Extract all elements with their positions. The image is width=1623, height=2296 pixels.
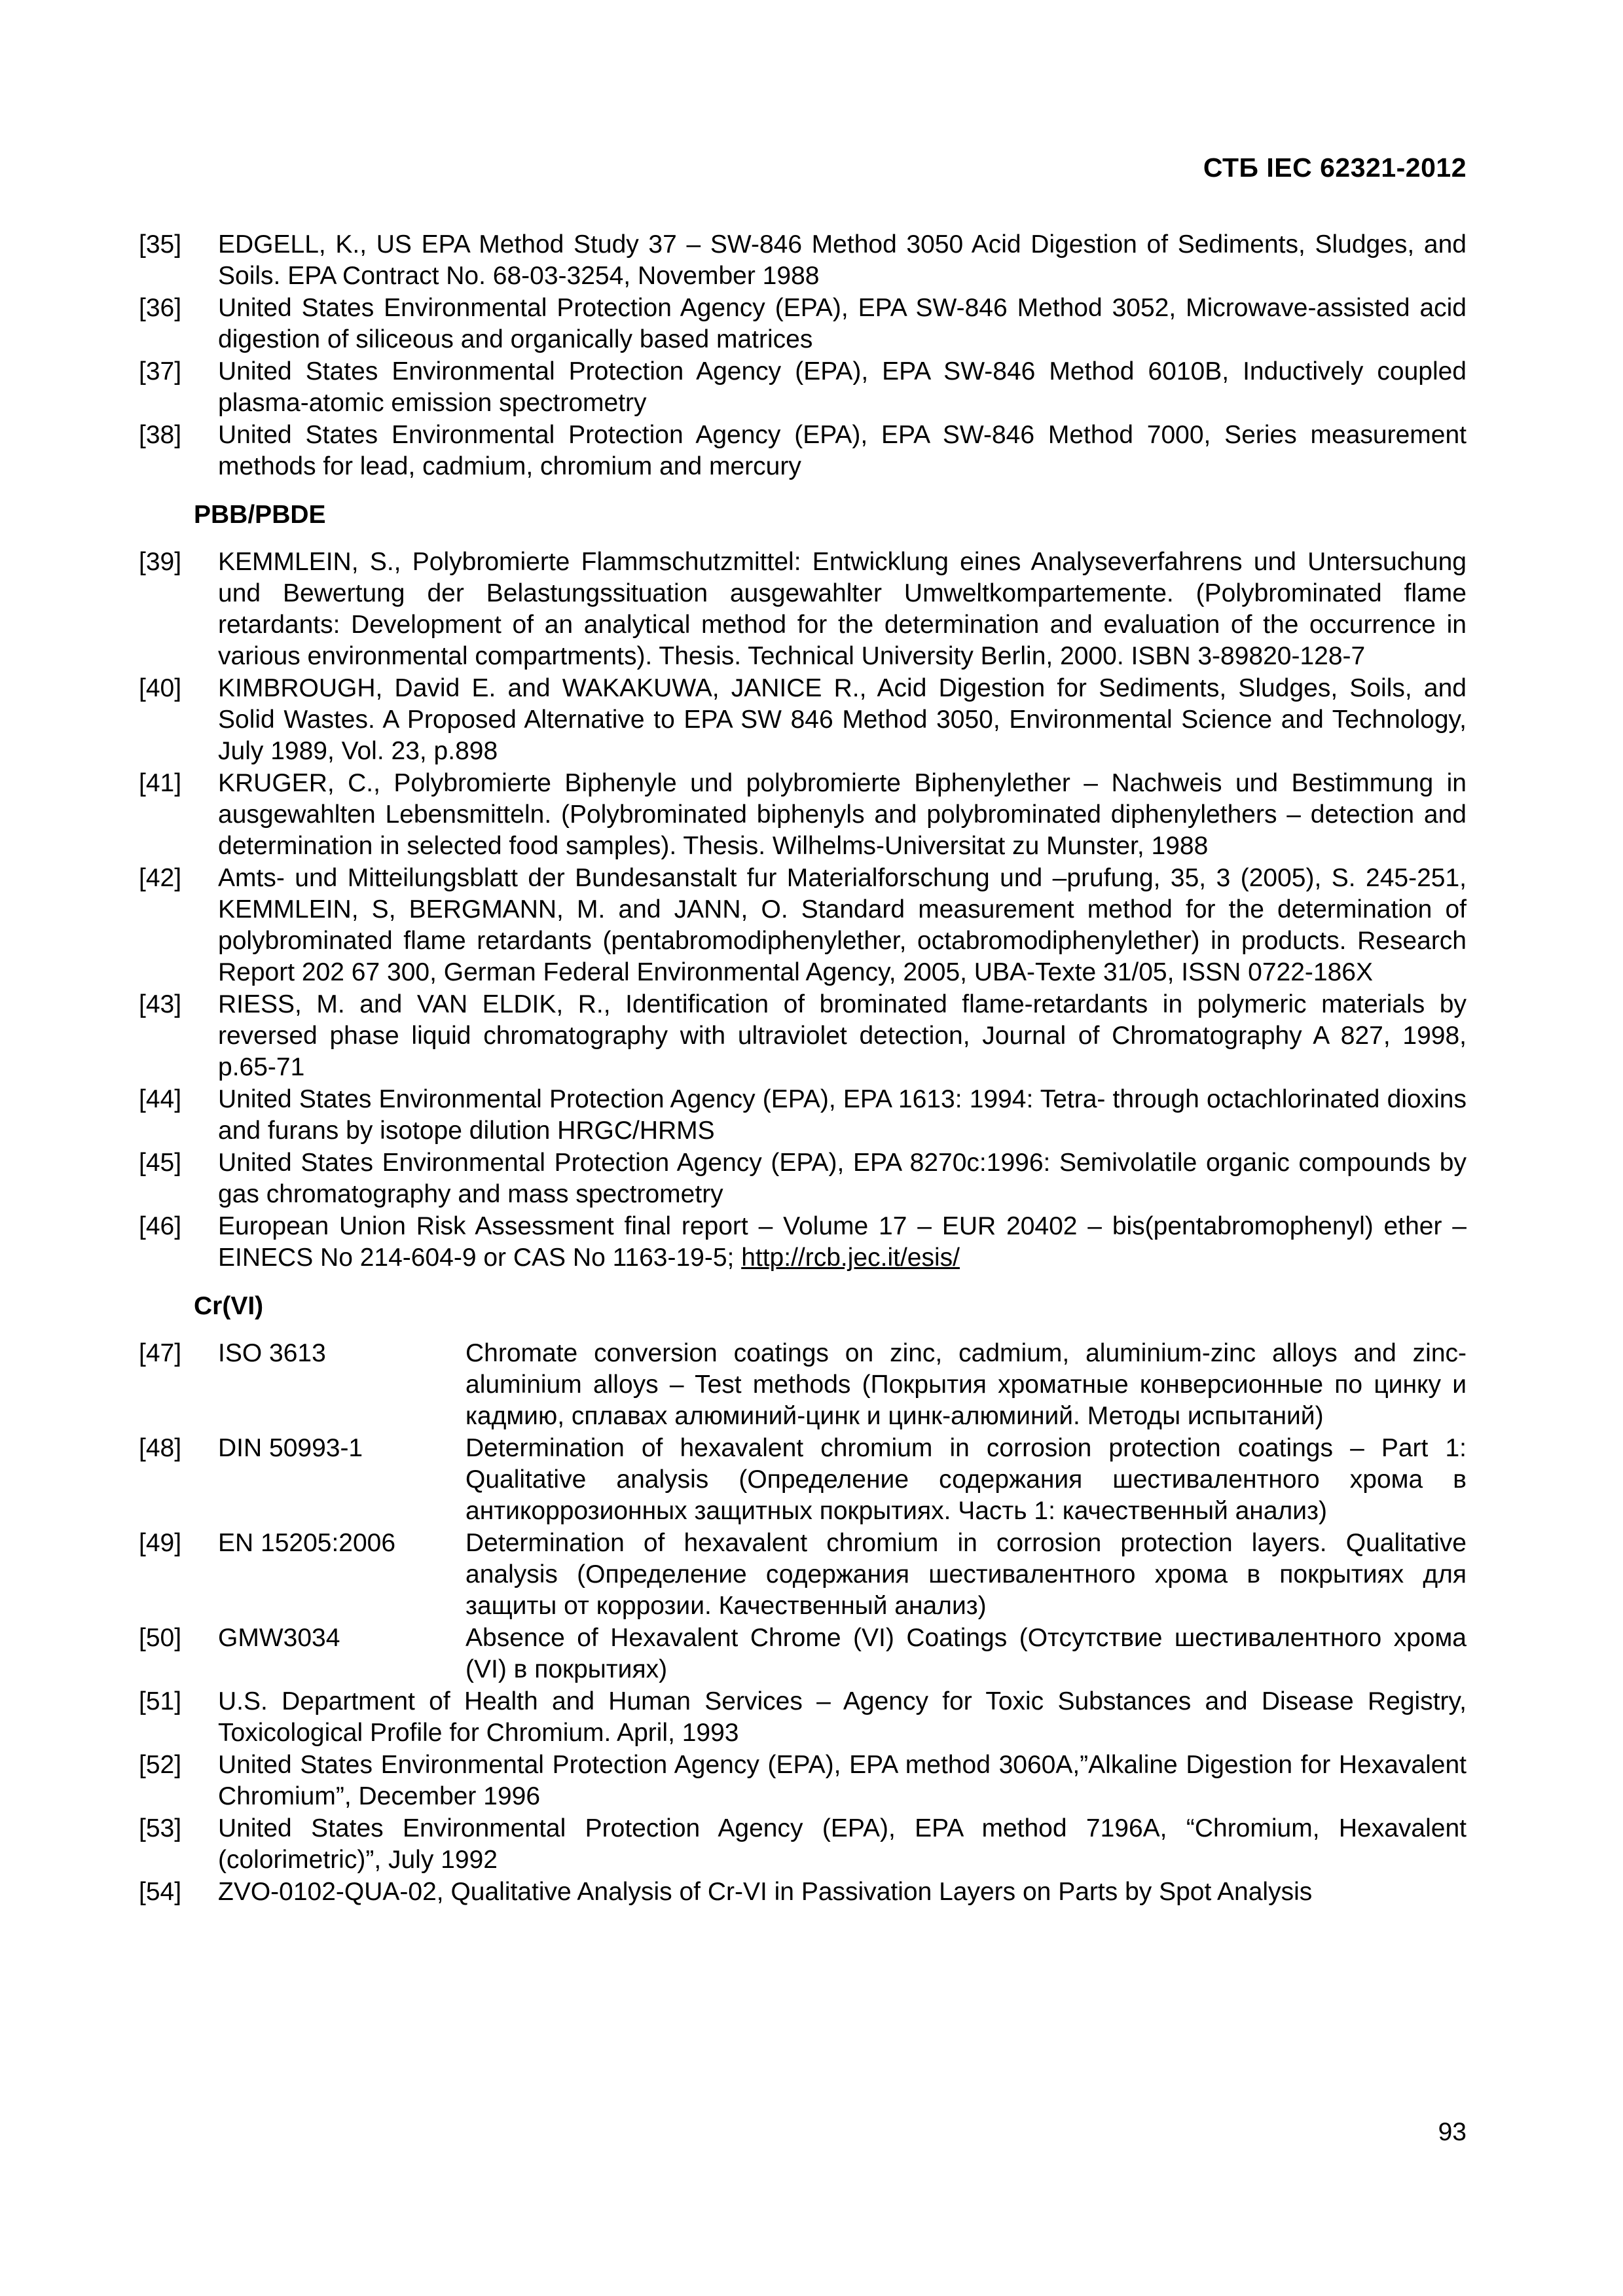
reference-number: [48]	[139, 1434, 182, 1462]
reference-text: EDGELL, K., US EPA Method Study 37 – SW-846 Method 3050 Acid Digestion of Sediments, Sludges, and Soils. EPA Contract No. 68-03-3254, November 1988	[218, 230, 1467, 290]
reference-number: [51]	[139, 1687, 182, 1715]
reference-text: KRUGER, C., Polybromierte Biphenyle und polybromierte Biphenylether – Nachweis und Bestimmung in ausgewahlten Lebensmitteln. (Polybrominated biphenyls and polybrominated diphenylethers – detection and determination in selected food samples). Thesis. Wilhelms-Universitat zu Munster, 1988	[218, 769, 1467, 860]
standard-reference-item	[139, 1433, 1467, 1527]
reference-text: Chromate conversion coatings on zinc, cadmium, aluminium-zinc alloys and zinc-aluminium alloys – Test methods (Покрытия хроматные конверсионные по цинку и кадмию, сплавах алюминий-цинк и цинк-алюминий. Методы испытаний)	[465, 1339, 1467, 1430]
reference-item	[139, 547, 1467, 672]
reference-text-body: European Union Risk Assessment final report – Volume 17 – EUR 20402 – bis(pentabromophenyl) ether – EINECS No 214-604-9 or CAS No 1163-19-5;	[218, 1212, 1467, 1272]
reference-number: [49]	[139, 1529, 182, 1557]
reference-number: [37]	[139, 357, 182, 386]
reference-item	[139, 1147, 1467, 1210]
standard-code: EN 15205:2006	[218, 1529, 396, 1557]
page-number: 93	[1438, 2118, 1467, 2146]
section-heading-pbb-pbde: PBB/PBDE	[194, 501, 326, 529]
document-header: СТБ IEC 62321-2012	[1203, 152, 1467, 183]
reference-number: [35]	[139, 230, 182, 259]
reference-number: [43]	[139, 990, 182, 1018]
reference-number: [52]	[139, 1751, 182, 1779]
reference-text: KIMBROUGH, David E. and WAKAKUWA, JANICE R., Acid Digestion for Sediments, Sludges, Soils, and Solid Wastes. A Proposed Alternative to EPA SW 846 Method 3050, Environmental Science and Technology, July 1989, Vol. 23, p.898	[218, 674, 1467, 765]
reference-text: United States Environmental Protection Agency (EPA), EPA method 3060A,”Alkaline Digestion for Hexavalent Chromium”, December 1996	[218, 1751, 1467, 1810]
reference-item	[139, 863, 1467, 988]
reference-text: U.S. Department of Health and Human Services – Agency for Toxic Substances and Disease Registry, Toxicological Profile for Chromium. April, 1993	[218, 1687, 1467, 1747]
reference-item	[139, 356, 1467, 419]
reference-item	[139, 420, 1467, 482]
esis-link[interactable]: http://rcb.jec.it/esis/	[741, 1244, 960, 1272]
reference-item	[139, 1876, 1467, 1908]
section-heading-cr-vi: Cr(VI)	[194, 1292, 264, 1320]
standard-code: DIN 50993-1	[218, 1434, 363, 1462]
reference-number: [41]	[139, 769, 182, 797]
reference-text: United States Environmental Protection Agency (EPA), EPA SW-846 Method 6010B, Inductively coupled plasma-atomic emission spectrometry	[218, 357, 1467, 417]
reference-number: [40]	[139, 674, 182, 702]
reference-number: [46]	[139, 1212, 182, 1240]
reference-text: United States Environmental Protection Agency (EPA), EPA 8270c:1996: Semivolatile organic compounds by gas chromatography and mass spectrometry	[218, 1149, 1467, 1208]
reference-text: United States Environmental Protection Agency (EPA), EPA 1613: 1994: Tetra- through octachlorinated dioxins and furans by isotope dilution HRGC/HRMS	[218, 1085, 1467, 1145]
standard-reference-item	[139, 1528, 1467, 1622]
reference-text: ZVO-0102-QUA-02, Qualitative Analysis of Cr-VI in Passivation Layers on Parts by Spot Analysis	[218, 1878, 1313, 1906]
reference-item	[139, 229, 1467, 292]
reference-item	[139, 768, 1467, 862]
reference-item	[139, 1813, 1467, 1876]
reference-number: [42]	[139, 864, 182, 892]
reference-text: RIESS, M. and VAN ELDIK, R., Identification of brominated flame-retardants in polymeric materials by reversed phase liquid chromatography with ultraviolet detection, Journal of Chromatography A 827, 1998, p.65-71	[218, 990, 1467, 1081]
reference-number: [36]	[139, 294, 182, 322]
reference-text: Absence of Hexavalent Chrome (VI) Coatings (Отсутствие шестивалентного хрома (VI) в покрытиях)	[465, 1624, 1467, 1683]
reference-item	[139, 1084, 1467, 1147]
reference-number: [53]	[139, 1814, 182, 1842]
reference-item	[139, 673, 1467, 767]
references-list	[139, 229, 1467, 1909]
reference-item	[139, 1749, 1467, 1812]
reference-text: United States Environmental Protection Agency (EPA), EPA SW-846 Method 3052, Microwave-assisted acid digestion of siliceous and organically based matrices	[218, 294, 1467, 353]
reference-item	[139, 1211, 1467, 1274]
reference-number: [50]	[139, 1624, 182, 1652]
standard-reference-item	[139, 1338, 1467, 1432]
reference-number: [47]	[139, 1339, 182, 1367]
reference-item	[139, 293, 1467, 355]
standard-code: ISO 3613	[218, 1339, 326, 1367]
reference-text: United States Environmental Protection Agency (EPA), EPA SW-846 Method 7000, Series measurement methods for lead, cadmium, chromium and mercury	[218, 421, 1467, 480]
reference-text: Determination of hexavalent chromium in corrosion protection layers. Qualitative analysis (Определение содержания шестивалентного хрома в покрытиях для защиты от коррозии. Качественный анализ)	[465, 1529, 1467, 1620]
reference-item	[139, 989, 1467, 1083]
reference-number: [44]	[139, 1085, 182, 1113]
reference-number: [39]	[139, 548, 182, 576]
reference-text: KEMMLEIN, S., Polybromierte Flammschutzmittel: Entwicklung eines Analyseverfahrens und Untersuchung und Bewertung der Belastungssituation ausgewahlter Umweltkompartemente. (Polybrominated flame retardants: Development of an analytical method for the determination and evaluation of the occurrence in various environmental compartments). Thesis. Technical University Berlin, 2000. ISBN 3-89820-128-7	[218, 548, 1467, 670]
standard-reference-item	[139, 1623, 1467, 1685]
reference-number: [54]	[139, 1878, 182, 1906]
reference-text	[218, 1211, 1467, 1274]
reference-text: United States Environmental Protection Agency (EPA), EPA method 7196A, “Chromium, Hexavalent (colorimetric)”, July 1992	[218, 1814, 1467, 1874]
reference-number: [45]	[139, 1149, 182, 1177]
reference-text: Amts- und Mitteilungsblatt der Bundesanstalt fur Materialforschung und –prufung, 35, 3 (2005), S. 245-251, KEMMLEIN, S, BERGMANN, M. and JANN, O. Standard measurement method for the determination of polybrominated flame retardants (pentabromodiphenylether, octabromodiphenylether) in products. Research Report 202 67 300, German Federal Environmental Agency, 2005, UBA-Texte 31/05, ISSN 0722-186X	[218, 864, 1467, 986]
reference-text: Determination of hexavalent chromium in corrosion protection coatings – Part 1: Qualitative analysis (Определение содержания шестивалентного хрома в антикоррозионных защитных покрытиях. Часть 1: качественный анализ)	[465, 1434, 1467, 1525]
reference-number: [38]	[139, 421, 182, 449]
standard-code: GMW3034	[218, 1624, 340, 1652]
reference-item	[139, 1686, 1467, 1749]
